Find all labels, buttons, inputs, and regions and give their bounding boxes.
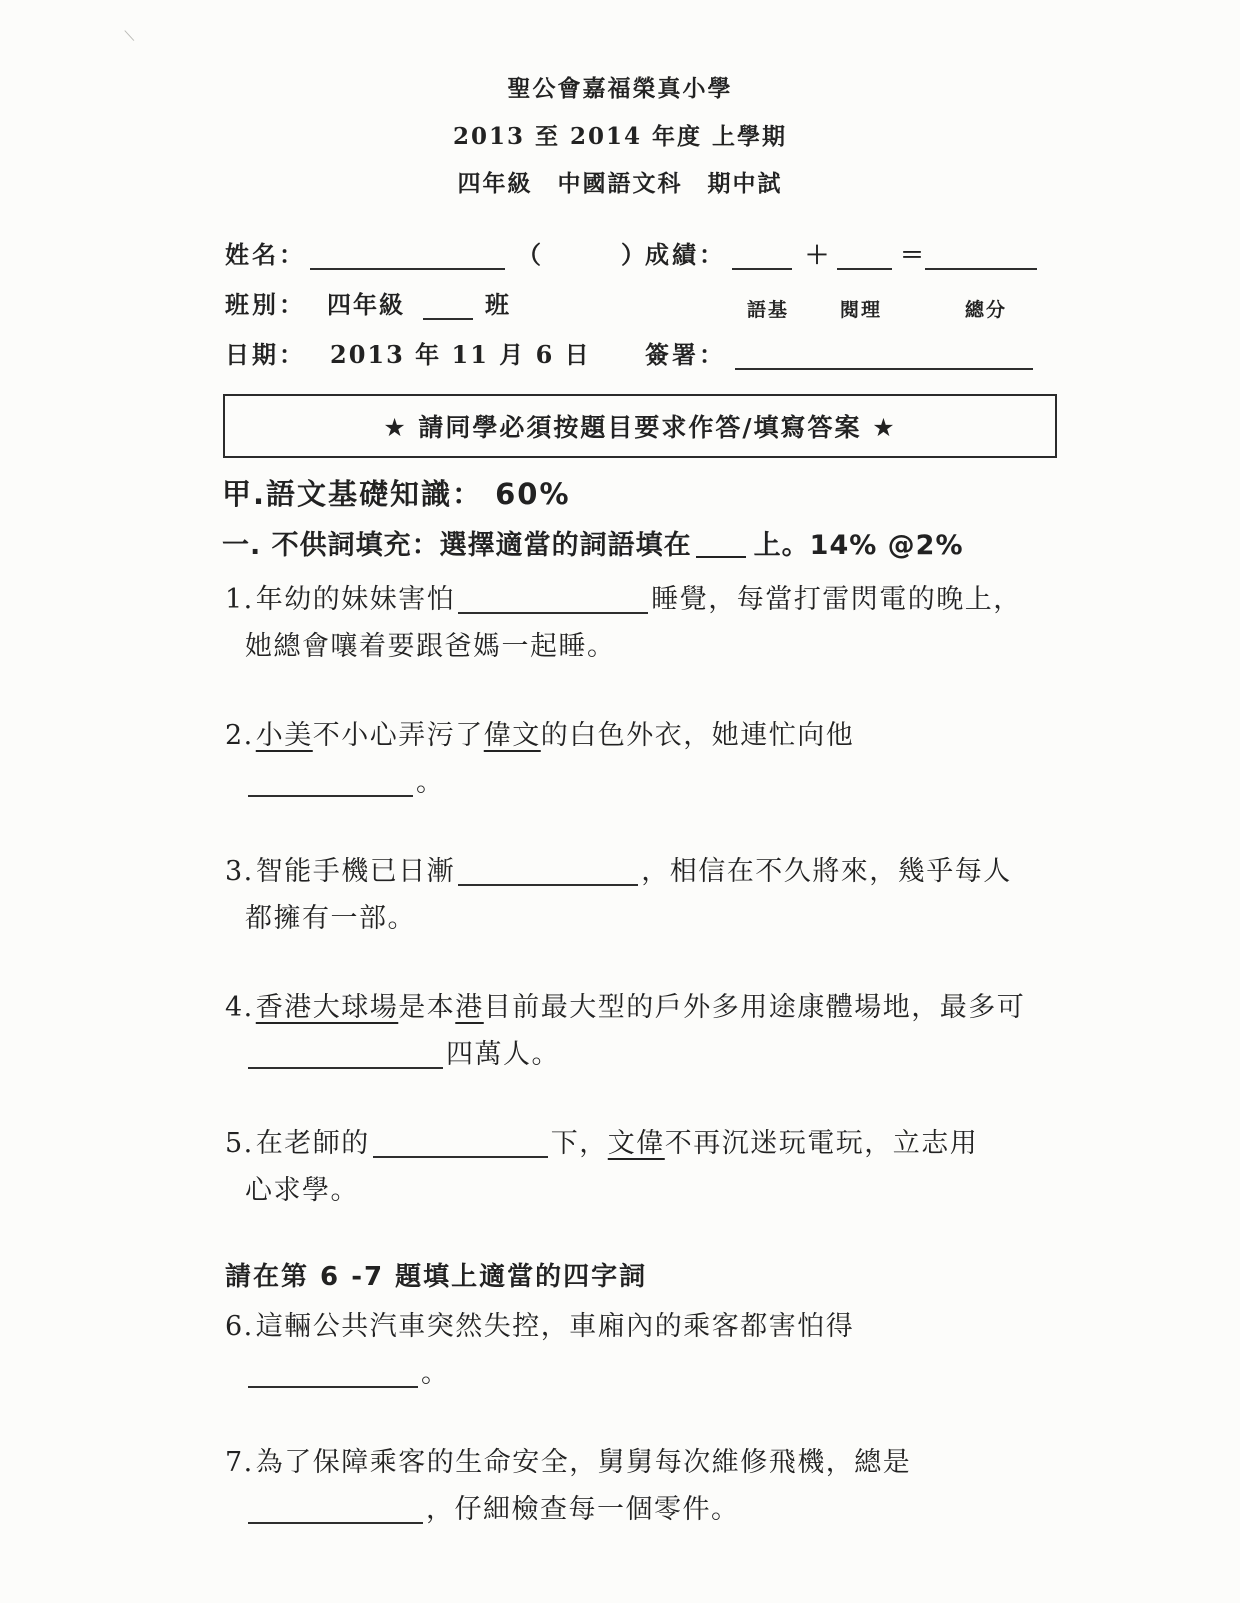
question-line xyxy=(225,1350,1085,1397)
question-5 xyxy=(225,1120,1085,1214)
question-number: 5. xyxy=(225,1127,254,1159)
row-name-score xyxy=(225,228,1065,278)
name-blank xyxy=(310,236,505,270)
row-date-sign xyxy=(225,328,1065,378)
class-number-paren: （ ） xyxy=(517,239,647,269)
question-line xyxy=(225,1486,1085,1533)
score-sub-label-3: 總分 xyxy=(965,298,1008,321)
question-text: 目前最大型的戶外多用途康體場地，最多可 xyxy=(483,991,1026,1023)
question-number: 2. xyxy=(225,719,254,751)
school-title: 聖公會嘉福榮真小學 xyxy=(507,75,733,102)
question-line xyxy=(225,848,1085,895)
question-1 xyxy=(225,576,1085,670)
question-text: 在老師的 xyxy=(255,1127,370,1159)
question-text: 下， xyxy=(550,1127,608,1159)
answer-blank xyxy=(248,789,413,797)
question-text: 的白色外衣，她連忙向他 xyxy=(540,719,855,751)
question-number: 1. xyxy=(225,583,254,615)
question-text: 智能手機已日漸 xyxy=(255,855,456,887)
part1-suffix: 上。14% @2% xyxy=(753,529,964,561)
question-text: 不再沉迷玩電玩，立志用 xyxy=(664,1127,979,1159)
question-text: 這輛公共汽車突然失控，車廂內的乘客都害怕得 xyxy=(255,1310,855,1342)
proper-noun: 港 xyxy=(455,991,484,1023)
part1-prefix: 一. 不供詞填充：選擇適當的詞語填在 xyxy=(222,529,692,561)
student-info-form xyxy=(225,228,1065,378)
class-label: 班別： xyxy=(225,289,306,319)
heading-blank xyxy=(696,550,746,558)
four-char-heading: 請在第 6 -7 題填上適當的四字詞 xyxy=(225,1261,648,1292)
question-line xyxy=(225,895,1085,942)
question-number: 4. xyxy=(225,991,254,1023)
question-text: 不小心弄污了 xyxy=(312,719,484,751)
question-line xyxy=(225,1120,1085,1167)
question-text: 她總會嚷着要跟爸媽一起睡。 xyxy=(245,630,616,662)
score-sub-label-2: 閱理 xyxy=(840,298,883,321)
instruction-box xyxy=(223,394,1057,458)
question-text: ，仔細檢查每一個零件。 xyxy=(426,1493,740,1525)
question-text: 心求學。 xyxy=(245,1174,359,1206)
section-a-heading: 甲.語文基礎知識： 60% xyxy=(222,476,571,511)
question-line xyxy=(225,1167,1085,1214)
questions-6-7 xyxy=(225,1303,1085,1533)
part1-heading xyxy=(222,523,1240,562)
scan-artifact: ﹨ xyxy=(114,18,143,49)
question-3 xyxy=(225,848,1085,942)
date-label: 日期： xyxy=(225,339,306,369)
question-7 xyxy=(225,1439,1085,1533)
question-text: ，相信在不久將來，幾乎每人 xyxy=(641,855,1012,887)
answer-blank xyxy=(248,1516,423,1524)
score-sub-label-1: 語基 xyxy=(747,298,790,321)
question-text: 都擁有一部。 xyxy=(245,902,416,934)
question-text: 是本 xyxy=(398,991,456,1023)
class-blank xyxy=(423,286,473,320)
question-2 xyxy=(225,712,1085,806)
proper-noun: 偉文 xyxy=(483,719,541,751)
question-line xyxy=(225,1031,1085,1078)
question-line xyxy=(225,576,1085,623)
signature-blank xyxy=(735,336,1033,370)
question-number: 3. xyxy=(225,855,254,887)
question-line xyxy=(225,623,1085,670)
question-line xyxy=(225,984,1085,1031)
question-text: 。 xyxy=(416,766,445,798)
exam-title: 四年級 中國語文科 期中試 xyxy=(457,170,783,197)
answer-blank xyxy=(248,1380,418,1388)
grade-text: 四年級 xyxy=(327,289,405,319)
question-text: 為了保障乘客的生命安全，舅舅每次維修飛機，總是 xyxy=(255,1446,912,1478)
question-number: 7. xyxy=(225,1446,254,1478)
term-title: 2013 至 2014 年度 上學期 xyxy=(452,122,788,150)
score-blank-3 xyxy=(925,236,1037,270)
sign-label: 簽署： xyxy=(645,339,726,369)
answer-blank xyxy=(248,1061,443,1069)
question-6 xyxy=(225,1303,1085,1397)
question-text: 年幼的妹妹害怕 xyxy=(255,583,456,615)
name-label: 姓名： xyxy=(225,239,306,269)
answer-blank xyxy=(458,878,638,886)
score-blank-2 xyxy=(837,236,892,270)
question-line xyxy=(225,759,1085,806)
row-class xyxy=(225,278,1065,328)
class-suffix: 班 xyxy=(485,289,511,319)
question-line xyxy=(225,1303,1085,1350)
question-text: 。 xyxy=(421,1357,450,1389)
question-4 xyxy=(225,984,1085,1078)
page-header xyxy=(0,0,1240,202)
plus-sign: ＋ xyxy=(805,239,831,269)
question-number: 6. xyxy=(225,1310,254,1342)
proper-noun: 文偉 xyxy=(607,1127,665,1159)
question-text: 四萬人。 xyxy=(446,1038,560,1070)
instruction-text: ★ 請同學必須按題目要求作答/填寫答案 ★ xyxy=(383,412,897,442)
question-text: 睡覺，每當打雷閃電的晚上， xyxy=(651,583,1022,615)
score-label: 成績： xyxy=(645,239,726,269)
equals-sign: ＝ xyxy=(900,239,926,269)
answer-blank xyxy=(458,606,648,614)
question-line xyxy=(225,712,1085,759)
date-value: 2013 年 11 月 6 日 xyxy=(330,339,591,369)
questions-1-5 xyxy=(225,576,1085,1214)
score-blank-1 xyxy=(732,236,792,270)
answer-blank xyxy=(373,1150,548,1158)
proper-noun: 香港大球場 xyxy=(255,991,399,1023)
proper-noun: 小美 xyxy=(255,719,313,751)
question-line xyxy=(225,1439,1085,1486)
